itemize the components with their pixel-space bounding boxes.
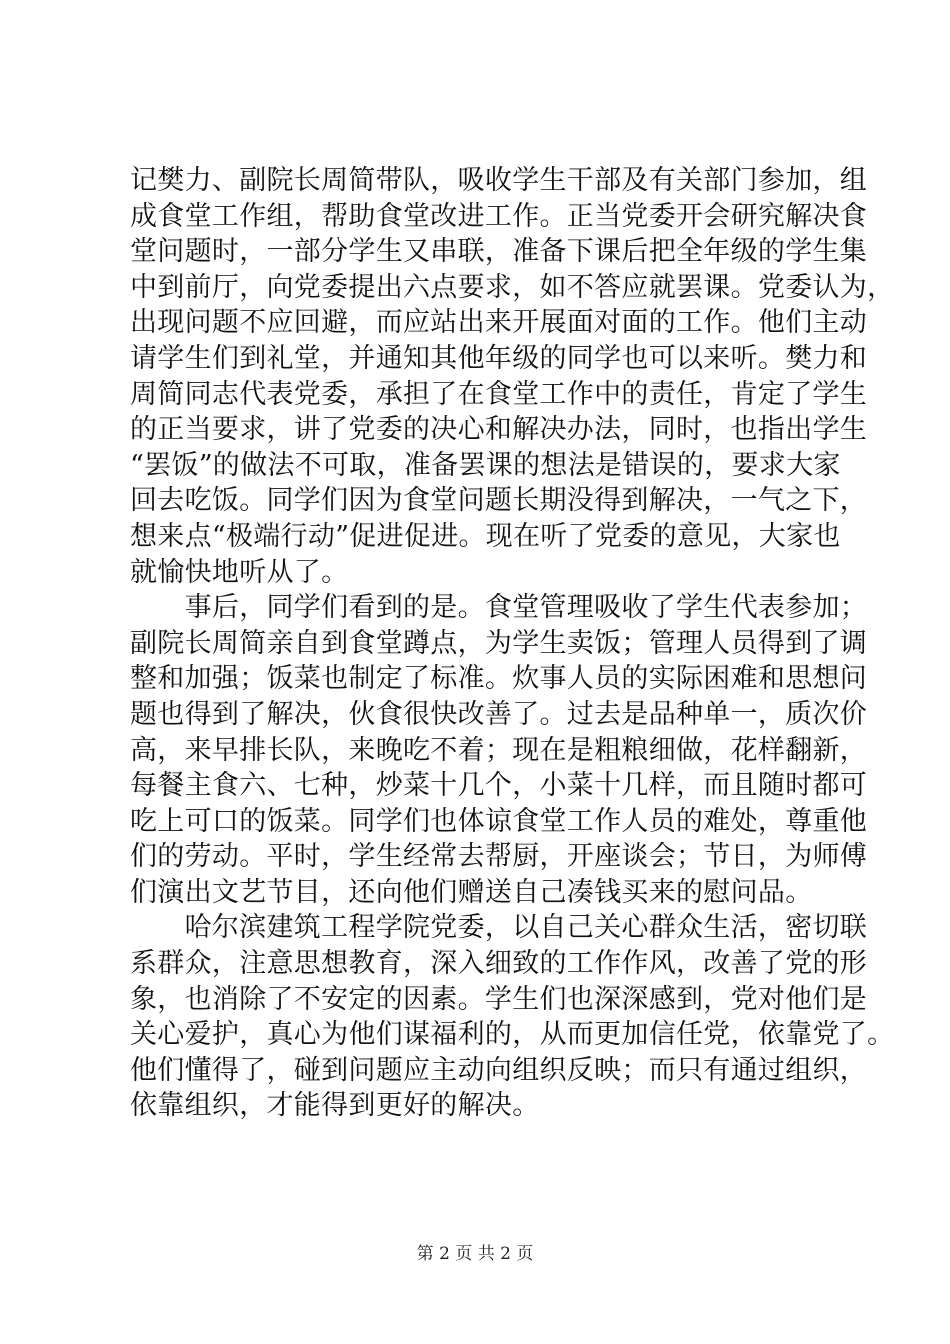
text-line: 成食堂工作组，帮助食堂改进工作。正当党委开会研究解决食	[130, 200, 868, 232]
text-line: 的正当要求，讲了党委的决心和解决办法，同时，也指出学生	[130, 414, 868, 446]
text-line: 吃上可口的饭菜。同学们也体谅食堂工作人员的难处，尊重他	[130, 805, 868, 837]
text-line: 回去吃饭。同学们因为食堂问题长期没得到解决，一气之下，	[130, 485, 868, 517]
text-line: 想来点“极端行动”促进促进。现在听了党委的意见，大家也	[130, 520, 841, 552]
page-number-footer: 第 2 页 共 2 页	[416, 1244, 534, 1264]
text-line: 依靠组织，才能得到更好的解决。	[130, 1090, 540, 1122]
text-line: 象，也消除了不安定的因素。学生们也深深感到，党对他们是	[130, 983, 868, 1015]
text-line: 事后，同学们看到的是。食堂管理吸收了学生代表参加；	[130, 592, 868, 624]
text-line: 中到前厅，向党委提出六点要求，如不答应就罢课。党委认为，	[130, 271, 895, 303]
text-line: 系群众，注意思想教育，深入细致的工作作风，改善了党的形	[130, 948, 868, 980]
text-line: 记樊力、副院长周简带队，吸收学生干部及有关部门参加，组	[130, 165, 868, 196]
text-line: 他们懂得了，碰到问题应主动向组织反映；而只有通过组织，	[130, 1054, 868, 1086]
text-line: 题也得到了解决，伙食很快改善了。过去是品种单一，质次价	[130, 698, 868, 730]
body-text	[130, 163, 895, 1124]
text-line: 就愉快地听从了。	[130, 556, 349, 588]
text-line: 堂问题时，一部分学生又串联，准备下课后把全年级的学生集	[130, 236, 868, 268]
text-line: 副院长周简亲自到食堂蹲点，为学生卖饭；管理人员得到了调	[130, 627, 868, 659]
text-line: 每餐主食六、七种，炒菜十几个，小菜十几样，而且随时都可	[130, 770, 868, 802]
text-line: 请学生们到礼堂，并通知其他年级的同学也可以来听。樊力和	[130, 342, 868, 374]
text-line: 周简同志代表党委，承担了在食堂工作中的责任，肯定了学生	[130, 378, 868, 410]
text-line: 关心爱护，真心为他们谋福利的，从而更加信任党，依靠党了。	[130, 1019, 895, 1051]
text-line: 们演出文艺节目，还向他们赠送自己凑钱买来的慰问品。	[130, 876, 813, 908]
text-line: 哈尔滨建筑工程学院党委，以自己关心群众生活，密切联	[130, 912, 868, 944]
text-line: 们的劳动。平时，学生经常去帮厨，开座谈会；节日，为师傅	[130, 841, 868, 873]
text-line: 高，来早排长队，来晚吃不着；现在是粗粮细做，花样翻新，	[130, 734, 868, 766]
text-line: 整和加强；饭菜也制定了标准。炊事人员的实际困难和思想问	[130, 663, 868, 695]
text-line: 出现问题不应回避，而应站出来开展面对面的工作。他们主动	[130, 307, 868, 339]
text-line: “罢饭”的做法不可取，准备罢课的想法是错误的，要求大家	[130, 449, 841, 481]
